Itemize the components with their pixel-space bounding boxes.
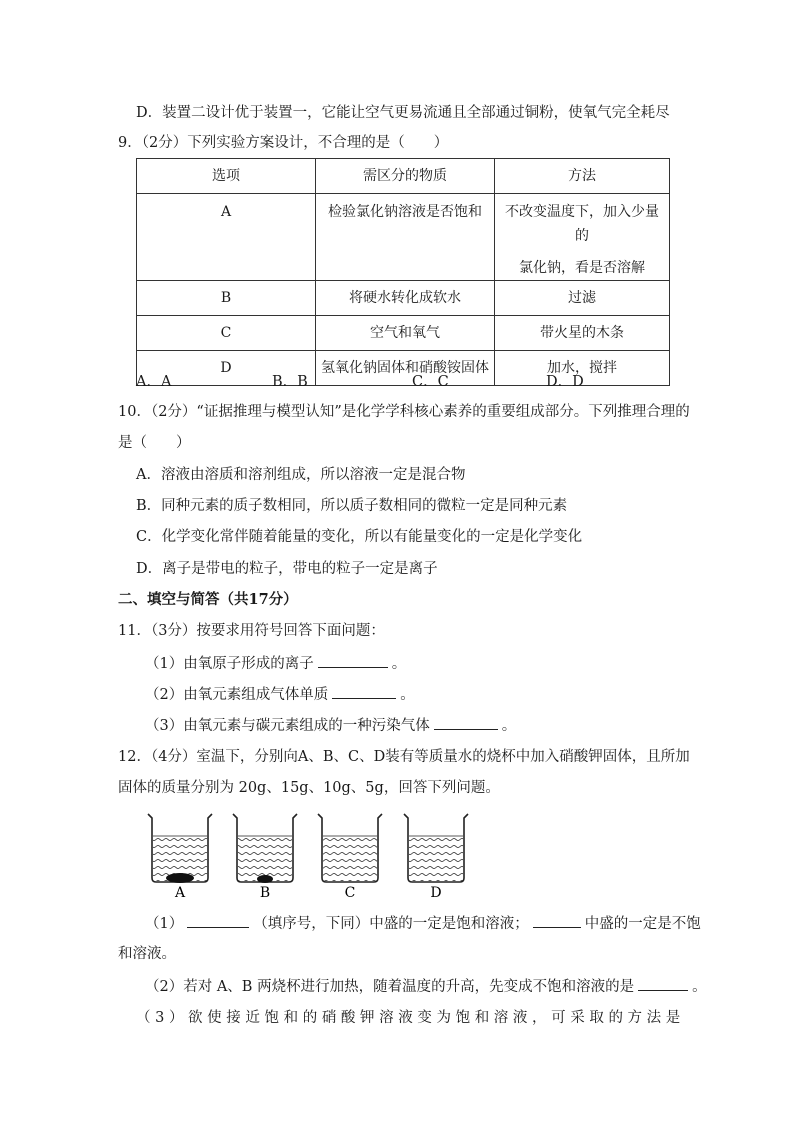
beaker-label-b: B <box>259 885 271 900</box>
q11-item-end: 。 <box>400 687 415 703</box>
q12-sub1 <box>145 913 701 934</box>
q9-stem: 9．（2分）下列实验方案设计，不合理的是（ ） <box>118 135 449 151</box>
table-cell-substance: 空气和氧气 <box>316 316 495 351</box>
beaker-c <box>318 814 382 900</box>
table-row <box>137 351 670 386</box>
q12-sub1-line2: 和溶液。 <box>118 946 176 962</box>
q11-item-2 <box>145 684 415 705</box>
table-cell-method: 带火星的木条 <box>495 316 670 351</box>
table-cell-substance: 将硬水转化成软水 <box>316 281 495 316</box>
answer-blank[interactable] <box>533 913 581 928</box>
beaker-label-a: A <box>174 885 186 900</box>
q10-option-a: A．溶液由溶质和溶剂组成，所以溶液一定是混合物 <box>136 467 466 483</box>
section-title: 二、填空与简答（共17分） <box>118 591 298 608</box>
table-header: 方法 <box>495 159 670 194</box>
undissolved-solid <box>257 875 273 883</box>
answer-blank[interactable] <box>318 653 388 668</box>
q8-option-d: D．装置二设计优于装置一，它能让空气更易流通且全部通过铜粉，使氧气完全耗尽 <box>136 105 670 121</box>
table-cell-substance: 氢氧化钠固体和硝酸铵固体 <box>316 351 495 386</box>
beaker-label-c: C <box>344 885 356 900</box>
table-cell-option: B <box>137 281 316 316</box>
beaker-a <box>148 814 212 900</box>
table-row <box>137 316 670 351</box>
choice-c: C．C <box>412 374 449 390</box>
table-cell-option: D <box>137 351 316 386</box>
table-row <box>137 281 670 316</box>
q11-item-3 <box>145 715 516 736</box>
undissolved-solid <box>166 873 194 883</box>
table-header: 选项 <box>137 159 316 194</box>
table-header: 需区分的物质 <box>316 159 495 194</box>
table-cell-method: 过滤 <box>495 281 670 316</box>
q12-sub2 <box>145 976 707 997</box>
q11-item-text: （2）由氧元素组成气体单质 <box>145 687 329 703</box>
answer-blank[interactable] <box>638 976 688 991</box>
q12-sub1-end: 中盛的一定是不饱 <box>584 916 701 932</box>
q11-item-end: 。 <box>391 656 407 672</box>
q11-item-1 <box>145 653 406 674</box>
q12-sub1-mid: （填序号，下同）中盛的一定是饱和溶液； <box>253 916 529 932</box>
q11-item-text: （1）由氧原子形成的离子 <box>145 656 314 672</box>
method-line: 氯化钠，看是否溶解 <box>519 260 645 276</box>
table-row <box>137 194 670 281</box>
beakers-figure <box>140 808 480 900</box>
q12-sub2-text: （2）若对 A、B 两烧杯进行加热，随着温度的升高，先变成不饱和溶液的是 <box>145 979 635 995</box>
choice-b: B．B <box>272 374 308 390</box>
table-header-row <box>137 159 670 194</box>
q12-sub1-prefix: （1） <box>145 916 184 932</box>
answer-blank[interactable] <box>187 913 249 928</box>
table-cell-option: C <box>137 316 316 351</box>
q12-sub3: （ 3 ） 欲 使 接 近 饱 和 的 硝 酸 钾 溶 液 变 为 饱 和 溶 液 ， 可 采 取 的 方 法 是 <box>136 1010 681 1026</box>
method-line: 不改变温度下，加入少量的 <box>505 204 659 244</box>
answer-blank[interactable] <box>332 684 396 699</box>
q10-stem-line2: 是（ ） <box>118 435 191 451</box>
q10-option-c: C．化学变化常伴随着能量的变化，所以有能量变化的一定是化学变化 <box>136 529 583 545</box>
table-cell-option: A <box>137 194 316 281</box>
q12-stem-line2: 固体的质量分别为 20g、15g、10g、5g，回答下列问题。 <box>118 780 500 796</box>
q10-stem-line1: 10．（2分）“证据推理与模型认知”是化学学科核心素养的重要组成部分。下列推理合理的 <box>118 404 690 420</box>
q12-sub2-end: 。 <box>692 979 707 995</box>
table-cell-method: 加水，搅拌 <box>495 351 670 386</box>
beaker-d <box>404 814 468 900</box>
choice-a: A．A <box>136 374 172 390</box>
beaker-b <box>233 814 297 900</box>
table-cell-substance: 检验氯化钠溶液是否饱和 <box>316 194 495 281</box>
answer-blank[interactable] <box>434 715 498 730</box>
q11-item-end: 。 <box>501 718 517 734</box>
q12-stem-line1: 12．（4分）室温下，分别向A、B、C、D装有等质量水的烧杯中加入硝酸钾固体，且所加 <box>118 749 690 765</box>
q10-option-b: B．同种元素的质子数相同，所以质子数相同的微粒一定是同种元素 <box>136 498 568 514</box>
choice-d: D．D <box>546 374 584 390</box>
q10-option-d: D．离子是带电的粒子，带电的粒子一定是离子 <box>136 561 438 577</box>
q9-table <box>136 158 670 386</box>
q11-item-text: （3）由氧元素与碳元素组成的一种污染气体 <box>145 718 430 734</box>
beaker-label-d: D <box>430 885 442 900</box>
q11-stem: 11．（3分）按要求用符号回答下面问题： <box>118 623 385 639</box>
table-cell-method <box>495 194 670 281</box>
